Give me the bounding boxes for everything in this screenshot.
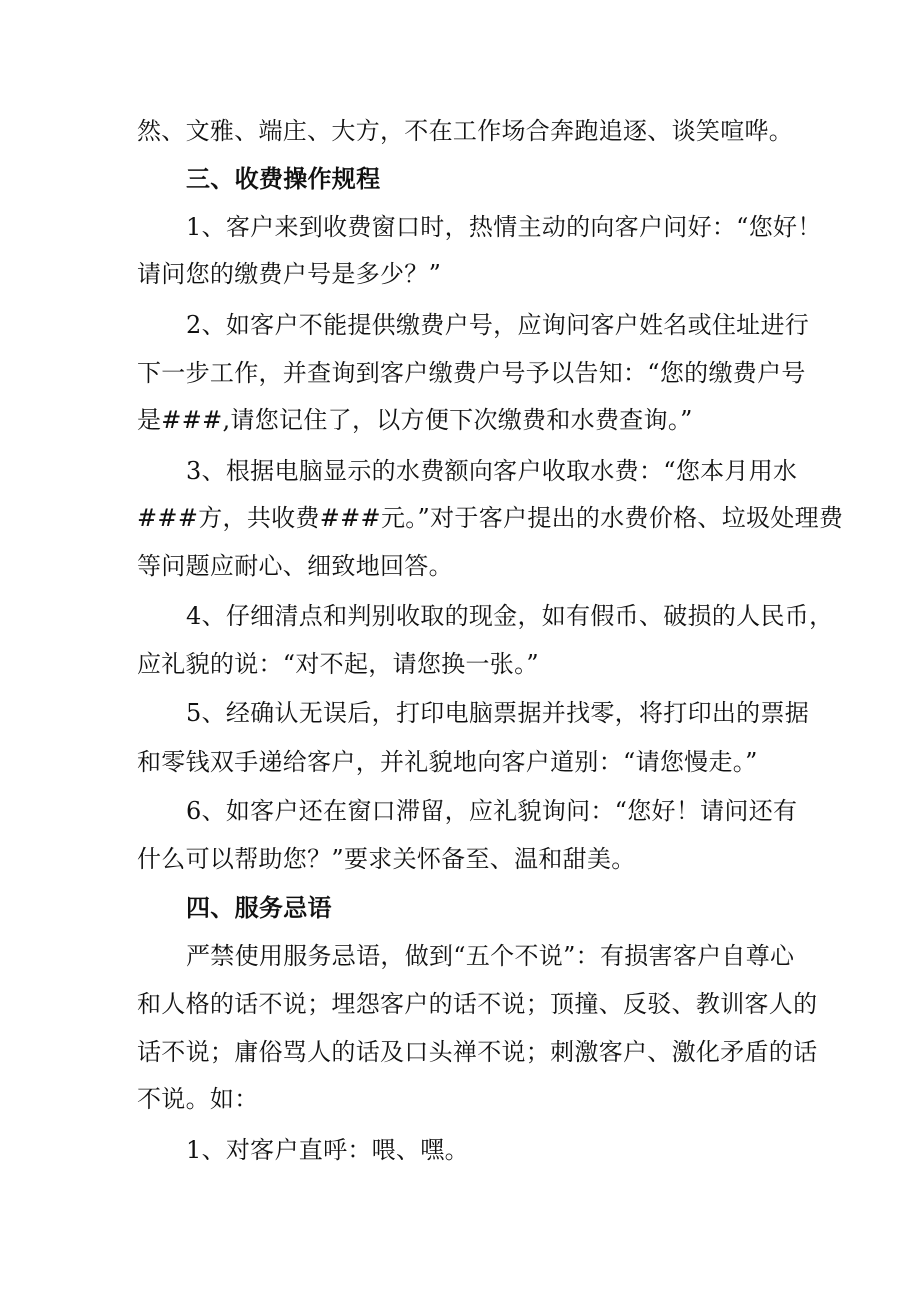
paragraph-line: 等问题应耐心、细致地回答。 bbox=[137, 552, 453, 580]
paragraph-line: 应礼貌的说：“对不起，请您换一张。” bbox=[137, 650, 539, 678]
paragraph-line: 不说。如： bbox=[137, 1085, 259, 1113]
paragraph-line: 5、经确认无误后，打印电脑票据并找零，将打印出的票据 bbox=[186, 699, 810, 727]
paragraph-line: 请问您的缴费户号是多少？” bbox=[137, 260, 442, 288]
paragraph-line: 和人格的话不说；埋怨客户的话不说；顶撞、反驳、教训客人的 bbox=[137, 990, 818, 1018]
paragraph-line: 3、根据电脑显示的水费额向客户收取水费：“您本月用水 bbox=[186, 457, 798, 485]
paragraph-line: 然、文雅、端庄、大方，不在工作场合奔跑追逐、谈笑喧哗。 bbox=[137, 117, 794, 145]
paragraph-line: 严禁使用服务忌语，做到“五个不说”：有损害客户自尊心 bbox=[186, 942, 795, 970]
paragraph-line: 1、对客户直呼：喂、嘿。 bbox=[186, 1136, 469, 1164]
paragraph-line: 和零钱双手递给客户，并礼貌地向客户道别：“请您慢走。” bbox=[137, 748, 758, 776]
paragraph-line: 2、如客户不能提供缴费户号，应询问客户姓名或住址进行 bbox=[186, 311, 810, 339]
paragraph-line: 话不说；庸俗骂人的话及口头禅不说；刺激客户、激化矛盾的话 bbox=[137, 1038, 818, 1066]
paragraph-line: 下一步工作，并查询到客户缴费户号予以告知：“您的缴费户号 bbox=[137, 359, 806, 387]
paragraph-line: 6、如客户还在窗口滞留，应礼貌询问：“您好！请问还有 bbox=[186, 797, 798, 825]
paragraph-line: 是###,请您记住了，以方便下次缴费和水费查询。” bbox=[137, 406, 693, 434]
paragraph-line: 1、客户来到收费窗口时，热情主动的向客户问好：“您好！ bbox=[186, 213, 822, 241]
paragraph-line: ###方，共收费###元。”对于客户提出的水费价格、垃圾处理费 bbox=[137, 504, 844, 532]
section-heading-service-taboos: 四、服务忌语 bbox=[186, 893, 332, 922]
paragraph-line: 4、仔细清点和判别收取的现金，如有假币、破损的人民币， bbox=[186, 602, 834, 630]
section-heading-fee-procedure: 三、收费操作规程 bbox=[186, 164, 381, 193]
paragraph-line: 什么可以帮助您？”要求关怀备至、温和甜美。 bbox=[137, 845, 636, 873]
